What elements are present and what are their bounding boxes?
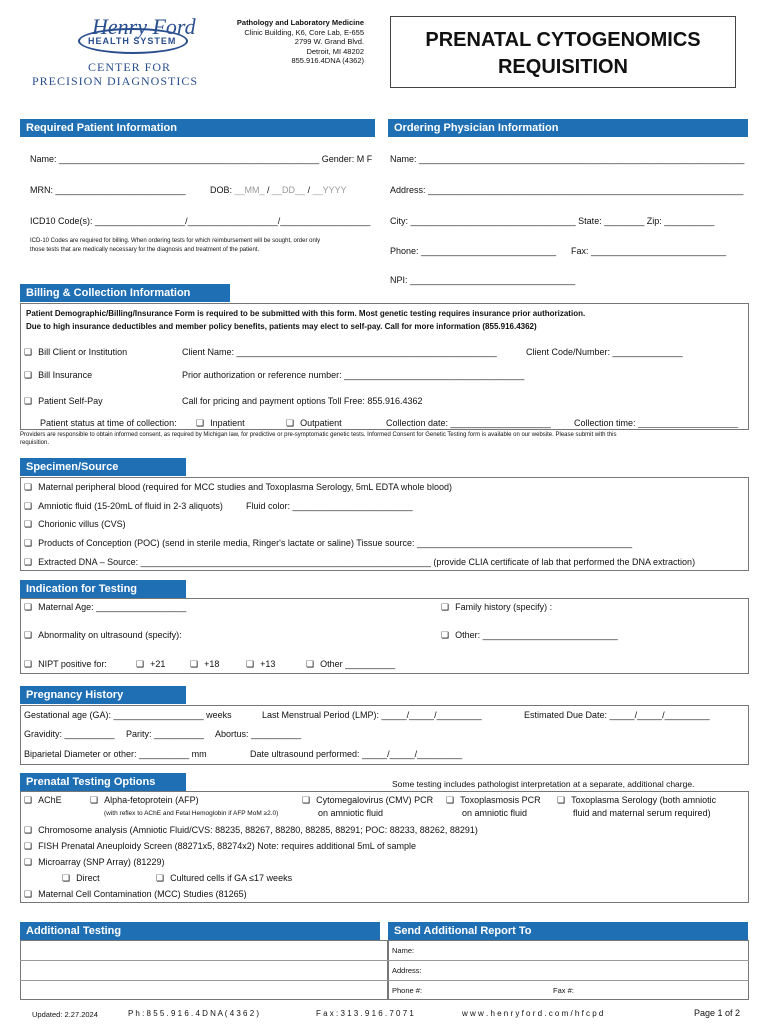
nipt-label: NIPT positive for: xyxy=(38,659,107,669)
self-pay-checkbox[interactable] xyxy=(24,396,103,407)
footer-updated: Updated: 2.27.2024 xyxy=(32,1010,98,1019)
nipt-21-label: +21 xyxy=(150,659,166,669)
chromosome-checkbox[interactable] xyxy=(24,825,478,836)
lab-addr2: 2799 W. Grand Blvd. xyxy=(294,37,364,47)
direct-label: Direct xyxy=(76,873,100,883)
sendreport-line-1 xyxy=(388,960,749,961)
specimen-maternal-blood[interactable] xyxy=(24,482,452,493)
additional-box[interactable] xyxy=(20,940,388,1000)
footer-web: w w w . h e n r y f o r d . c o m / h f c p d xyxy=(462,1009,604,1018)
nipt-other-checkbox[interactable] xyxy=(306,659,395,670)
maternal-age-label: Maternal Age: __________________ xyxy=(38,602,187,612)
specimen-header xyxy=(20,458,186,476)
chromosome-label: Chromosome analysis (Amniotic Fluid/CVS: 88235, 88267, 88280, 88285, 88291; POC: 88233, 88262, 88291) xyxy=(38,825,478,835)
cmv-label: Cytomegalovirus (CMV) PCR xyxy=(316,795,434,805)
indication-header xyxy=(20,580,186,598)
fluid-color-field[interactable]: Fluid color: ________________________ xyxy=(246,501,413,511)
footer-phone: P h : 8 5 5 . 9 1 6 . 4 D N A ( 4 3 6 2 ) xyxy=(128,1009,260,1018)
footer-page: Page 1 of 2 xyxy=(694,1008,741,1018)
nipt-18-label: +18 xyxy=(204,659,220,669)
title-box xyxy=(390,16,736,88)
ultrasound-abn-label: Abnormality on ultrasound (specify): xyxy=(38,630,182,640)
patient-status-label: Patient status at time of collection: xyxy=(40,418,177,428)
dob-label: DOB: xyxy=(210,185,235,195)
logo-health-system: HEALTH SYSTEM xyxy=(88,36,177,46)
nipt-13-checkbox[interactable] xyxy=(246,659,275,670)
prenatal-note: Some testing includes pathologist interpretation at a separate, additional charge. xyxy=(392,779,695,789)
physician-npi-field[interactable]: NPI: _________________________________ xyxy=(390,275,576,285)
icd-note-2: those tests that are medically necessary for the diagnosis and treatment of the patient. xyxy=(30,247,260,253)
toxo-serology-label: Toxoplasma Serology (both amniotic xyxy=(571,795,717,805)
collection-time-field[interactable]: Collection time: ____________________ xyxy=(574,418,739,428)
dob-mm: __MM_ xyxy=(234,185,265,195)
billing-notice-2: Due to high insurance deductibles and member policy benefits, patients may elect to self-pay. Call for more information (855.916.4362) xyxy=(26,322,537,331)
additional-line-1 xyxy=(20,960,388,961)
direct-checkbox[interactable] xyxy=(62,873,100,884)
pregnancy-header-label: Pregnancy History xyxy=(26,689,124,701)
physician-header xyxy=(388,119,748,137)
toxo-pcr-label: Toxoplasmosis PCR xyxy=(460,795,541,805)
physician-phone-field[interactable]: Phone: ___________________________ xyxy=(390,246,557,256)
patient-dob-field[interactable]: DOB: __MM_ / __DD__ / __YYYY xyxy=(210,185,347,195)
consent-note: Providers are responsible to obtain informed consent, as required by Michigan law, for predictive or pre-symptomatic genetic tests. Informed Consent for Genetic Testing form is available on our website. Please submit with this xyxy=(20,432,617,438)
bill-client-checkbox[interactable] xyxy=(24,347,127,358)
gravidity-field[interactable]: Gravidity: __________ xyxy=(24,729,115,739)
logo xyxy=(30,14,230,86)
self-pay-info: Call for pricing and payment options Toll Free: 855.916.4362 xyxy=(182,396,423,406)
specimen-s5-label: Extracted DNA – Source: __________________________________________________________ (provide CLIA certificate of lab that performed the DNA extraction) xyxy=(38,557,696,567)
logo-script: Henry Ford xyxy=(92,14,196,39)
sendreport-header xyxy=(388,922,748,940)
prenatal-header-label: Prenatal Testing Options xyxy=(26,776,156,788)
prior-auth-field[interactable]: Prior authorization or reference number: ____________________________________ xyxy=(182,370,525,380)
maternal-age-checkbox[interactable] xyxy=(24,602,186,613)
bill-insurance-label: Bill Insurance xyxy=(38,370,93,380)
patient-header xyxy=(20,119,375,137)
lab-info xyxy=(220,18,364,66)
lmp-field[interactable]: Last Menstrual Period (LMP): _____/_____/_________ xyxy=(262,710,482,720)
outpatient-checkbox[interactable] xyxy=(286,418,342,429)
ultrasound-abn-checkbox[interactable] xyxy=(24,630,182,641)
toxo-serology-checkbox[interactable] xyxy=(557,795,716,806)
physician-name-field[interactable]: Name: _________________________________________________________________ xyxy=(390,154,745,164)
collection-date-field[interactable]: Collection date: ____________________ xyxy=(386,418,551,428)
sendreport-header-label: Send Additional Report To xyxy=(394,925,532,937)
sendreport-address-field[interactable]: Address: xyxy=(392,966,422,975)
lab-phone: 855.916.4DNA (4362) xyxy=(291,56,364,66)
fish-label: FISH Prenatal Aneuploidy Screen (88271x5, 88274x2) Note: requires additional 5mL of sample xyxy=(38,841,416,851)
patient-name-field[interactable]: Name: ____________________________________________________ Gender: M F xyxy=(30,154,373,164)
prenatal-header xyxy=(20,773,186,791)
specimen-s2-label: Amniotic fluid (15-20mL of fluid in 2-3 aliquots) xyxy=(38,501,223,511)
afp-label: Alpha-fetoprotein (AFP) xyxy=(104,795,199,805)
mcc-label: Maternal Cell Contamination (MCC) Studies (81265) xyxy=(38,889,247,899)
edd-field[interactable]: Estimated Due Date: _____/_____/_________ xyxy=(524,710,710,720)
sendreport-name-field[interactable]: Name: xyxy=(392,946,415,955)
toxo-pcr-checkbox[interactable] xyxy=(446,795,541,806)
logo-precision: PRECISION DIAGNOSTICS xyxy=(32,74,199,88)
indication-other-label: Other: ___________________________ xyxy=(455,630,618,640)
self-pay-label: Patient Self-Pay xyxy=(38,396,103,406)
physician-header-label: Ordering Physician Information xyxy=(394,122,559,134)
patient-header-label: Required Patient Information xyxy=(26,122,177,134)
bill-insurance-checkbox[interactable] xyxy=(24,370,92,381)
specimen-s3-label: Chorionic villus (CVS) xyxy=(38,519,126,529)
billing-header-label: Billing & Collection Information xyxy=(26,287,191,299)
title-line2: REQUISITION xyxy=(497,56,628,78)
sendreport-line-2 xyxy=(388,980,749,981)
physician-address-field[interactable]: Address: _______________________________________________________________ xyxy=(390,185,744,195)
family-history-label: Family history (specify) : xyxy=(455,602,553,612)
nipt-18-checkbox[interactable] xyxy=(190,659,219,670)
microarray-label: Microarray (SNP Array) (81229) xyxy=(38,857,165,867)
mcc-checkbox[interactable] xyxy=(24,889,247,900)
cmv-checkbox[interactable] xyxy=(302,795,433,806)
specimen-s1-label: Maternal peripheral blood (required for MCC studies and Toxoplasma Serology, 5mL EDTA whole blood) xyxy=(38,482,452,492)
cmv-label-2: on amniotic fluid xyxy=(318,808,384,818)
toxo-pcr-label-2: on amniotic fluid xyxy=(462,808,528,818)
parity-field[interactable]: Parity: __________ xyxy=(126,729,205,739)
client-code-field[interactable]: Client Code/Number: ______________ xyxy=(526,347,683,357)
physician-fax-field[interactable]: Fax: ___________________________ xyxy=(571,246,727,256)
patient-icd-field[interactable]: ICD10 Code(s): __________________/__________________/__________________ xyxy=(30,216,371,226)
nipt-13-label: +13 xyxy=(260,659,276,669)
additional-header-label: Additional Testing xyxy=(26,925,122,937)
consent-note-2: requisition. xyxy=(20,440,50,446)
fish-checkbox[interactable] xyxy=(24,841,416,852)
cultured-checkbox[interactable] xyxy=(156,873,292,884)
family-history-checkbox[interactable] xyxy=(441,602,552,613)
cultured-label: Cultured cells if GA ≤17 weeks xyxy=(170,873,293,883)
afp-note: (with reflex to AChE and Fetal Hemoglobin if AFP MoM ≥2.0) xyxy=(104,810,279,817)
lab-addr3: Detroit, MI 48202 xyxy=(306,46,364,56)
specimen-dna[interactable] xyxy=(24,557,695,568)
dob-yy: __YYYY xyxy=(312,185,347,195)
bpd-field[interactable]: Biparietal Diameter or other: __________ mm xyxy=(24,749,207,759)
inpatient-checkbox[interactable] xyxy=(196,418,245,429)
abortus-field[interactable]: Abortus: __________ xyxy=(215,729,302,739)
gestational-age-field[interactable]: Gestational age (GA): __________________ weeks xyxy=(24,710,232,720)
logo-center-for: CENTER FOR xyxy=(88,60,172,74)
ache-checkbox[interactable] xyxy=(24,795,62,806)
footer-fax: F a x : 3 1 3 . 9 1 6 . 7 0 7 1 xyxy=(316,1009,414,1018)
specimen-amniotic[interactable] xyxy=(24,501,223,512)
nipt-21-checkbox[interactable] xyxy=(136,659,165,670)
icd-note: ICD-10 Codes are required for billing. When ordering tests for which reimbursement will be sought, order only xyxy=(30,238,321,244)
lab-addr1: Clinic Building, K6, Core Lab, E-655 xyxy=(244,27,364,37)
indication-other-checkbox[interactable] xyxy=(441,630,618,641)
billing-header xyxy=(20,284,230,302)
client-name-field[interactable]: Client Name: ____________________________________________________ xyxy=(182,347,497,357)
specimen-poc[interactable] xyxy=(24,538,632,549)
sendreport-phone-field[interactable]: Phone #: xyxy=(392,986,423,995)
title-line1: PRENATAL CYTOGENOMICS xyxy=(425,29,701,51)
outpatient-label: Outpatient xyxy=(300,418,342,428)
nipt-other-label: Other __________ xyxy=(320,659,396,669)
toxo-serology-label-2: fluid and maternal serum required) xyxy=(573,808,711,818)
additional-line-2 xyxy=(20,980,388,981)
patient-mrn-field[interactable]: MRN: __________________________ xyxy=(30,185,186,195)
afp-checkbox[interactable] xyxy=(90,795,199,806)
bill-client-label: Bill Client or Institution xyxy=(38,347,128,357)
ultrasound-date-field[interactable]: Date ultrasound performed: _____/_____/_________ xyxy=(250,749,463,759)
pregnancy-header xyxy=(20,686,186,704)
microarray-checkbox[interactable] xyxy=(24,857,164,868)
additional-header xyxy=(20,922,380,940)
specimen-header-label: Specimen/Source xyxy=(26,461,119,473)
billing-notice-1: Patient Demographic/Billing/Insurance Form is required to be submitted with this form. Most genetic testing requires insurance prior authorization. xyxy=(26,309,586,318)
physician-city-field[interactable]: City: _________________________________ State: ________ Zip: __________ xyxy=(390,216,715,226)
specimen-cvs[interactable] xyxy=(24,519,126,530)
ache-label: AChE xyxy=(38,795,62,805)
sendreport-fax-field[interactable]: Fax #: xyxy=(553,986,574,995)
specimen-s4-label: Products of Conception (POC) (send in sterile media, Ringer's lactate or saline) Tissue source: ___________________________________________ xyxy=(38,538,633,548)
dob-dd: __DD__ xyxy=(272,185,306,195)
nipt-checkbox[interactable] xyxy=(24,659,107,670)
inpatient-label: Inpatient xyxy=(210,418,245,428)
lab-name: Pathology and Laboratory Medicine xyxy=(236,18,364,27)
indication-header-label: Indication for Testing xyxy=(26,583,138,595)
